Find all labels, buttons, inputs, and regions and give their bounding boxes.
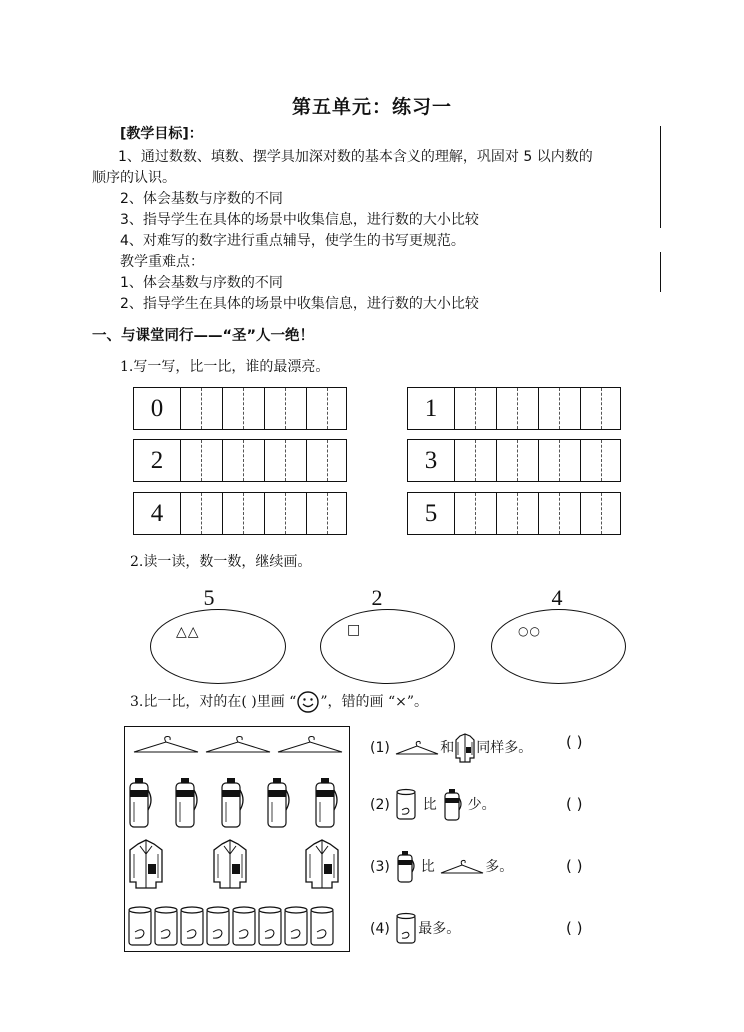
oval-group-1 xyxy=(150,609,286,684)
jacket-icon xyxy=(454,733,476,763)
cup-icon xyxy=(233,907,255,945)
answer-2-parens: ( ) xyxy=(566,795,583,813)
jacket-icon xyxy=(130,840,162,888)
cup-icon xyxy=(129,907,151,945)
writing-cell[interactable] xyxy=(306,493,327,534)
writing-cell[interactable] xyxy=(180,440,201,481)
writing-cell[interactable] xyxy=(222,388,243,429)
hanger-icon xyxy=(134,736,198,752)
writing-cell[interactable] xyxy=(285,493,306,534)
writing-cell[interactable] xyxy=(201,388,222,429)
question-1-number: (1) xyxy=(370,740,390,756)
circle-shapes: ○○ xyxy=(518,624,541,638)
writing-cell[interactable] xyxy=(496,388,517,429)
keypoint-1: 1、体会基数与序数的不同 xyxy=(120,275,283,291)
model-digit: 3 xyxy=(408,440,455,481)
oval-group-3 xyxy=(491,609,626,684)
group-number-2: 2 xyxy=(371,585,383,610)
writing-cell[interactable] xyxy=(201,493,222,534)
question-2 xyxy=(370,788,496,822)
writing-cell[interactable] xyxy=(264,440,285,481)
writing-cell[interactable] xyxy=(454,388,475,429)
writing-cell[interactable] xyxy=(327,493,348,534)
writing-cell[interactable] xyxy=(580,493,601,534)
triangle-shapes: △△ xyxy=(176,624,200,640)
writing-cell[interactable] xyxy=(601,493,622,534)
thermos-icon xyxy=(268,778,289,827)
question-4-word1: 最多。 xyxy=(418,921,461,937)
smiley-icon xyxy=(296,690,320,714)
writing-grid-0 xyxy=(133,387,347,430)
thermos-icon xyxy=(441,788,463,822)
question-4 xyxy=(370,912,460,946)
picture-illustration xyxy=(124,726,350,952)
question-2-word1: 比 xyxy=(422,797,437,813)
answer-4-parens: ( ) xyxy=(566,919,583,937)
writing-cell[interactable] xyxy=(601,440,622,481)
group-number-3: 4 xyxy=(551,585,563,610)
thermos-icon xyxy=(222,778,243,827)
writing-cell[interactable] xyxy=(559,440,580,481)
group-number-1: 5 xyxy=(203,585,215,610)
writing-cell[interactable] xyxy=(180,493,201,534)
exercise2-instruction: 2.读一读，数一数，继续画。 xyxy=(130,554,312,570)
writing-cell[interactable] xyxy=(285,440,306,481)
writing-cell[interactable] xyxy=(454,493,475,534)
question-1 xyxy=(370,733,532,763)
writing-cell[interactable] xyxy=(327,388,348,429)
writing-cell[interactable] xyxy=(475,440,496,481)
writing-cell[interactable] xyxy=(222,493,243,534)
question-4-number: (4) xyxy=(370,921,390,937)
cup-icon xyxy=(394,912,418,946)
thermos-icon xyxy=(394,850,416,884)
keypoints-heading: 教学重难点： xyxy=(120,254,204,270)
hanger-icon xyxy=(439,859,485,875)
writing-cell[interactable] xyxy=(538,388,559,429)
objectives-heading: [教学目标]： xyxy=(120,126,203,142)
objective-1-line1: 1、通过数数、填数、摆学具加深对数的基本含义的理解，巩固对 5 以内数的 xyxy=(118,149,593,165)
model-digit: 4 xyxy=(134,493,181,534)
question-2-word2: 少。 xyxy=(467,797,496,813)
writing-cell[interactable] xyxy=(306,388,327,429)
page-title: 第五单元：练习一 xyxy=(291,96,452,118)
writing-grid-2 xyxy=(133,439,347,482)
question-1-word2: 同样多。 xyxy=(476,740,533,756)
question-1-word1: 和 xyxy=(440,740,455,756)
writing-grid-3 xyxy=(407,439,621,482)
writing-cell[interactable] xyxy=(285,388,306,429)
writing-cell[interactable] xyxy=(601,388,622,429)
answer-3-parens: ( ) xyxy=(566,857,583,875)
objective-3: 3、指导学生在具体的场景中收集信息，进行数的大小比较 xyxy=(120,212,479,228)
writing-cell[interactable] xyxy=(580,388,601,429)
cup-icon xyxy=(155,907,177,945)
question-3-word1: 比 xyxy=(420,859,435,875)
writing-cell[interactable] xyxy=(559,493,580,534)
cup-icon xyxy=(285,907,307,945)
exercise1-instruction: 1.写一写，比一比，谁的最漂亮。 xyxy=(120,359,330,375)
question-3-number: (3) xyxy=(370,859,390,875)
writing-cell[interactable] xyxy=(496,440,517,481)
writing-cell[interactable] xyxy=(517,388,538,429)
jacket-icon xyxy=(306,840,338,888)
writing-cell[interactable] xyxy=(454,440,475,481)
writing-grid-4 xyxy=(133,492,347,535)
question-2-number: (2) xyxy=(370,797,390,813)
cup-icon xyxy=(259,907,281,945)
cup-icon xyxy=(181,907,203,945)
question-3-word2: 多。 xyxy=(485,859,514,875)
writing-cell[interactable] xyxy=(243,493,264,534)
writing-cell[interactable] xyxy=(580,440,601,481)
oval-group-2 xyxy=(320,609,455,684)
thermos-icon xyxy=(316,778,337,827)
writing-cell[interactable] xyxy=(517,493,538,534)
writing-cell[interactable] xyxy=(475,493,496,534)
exercise3-instruction-part1: 3.比一比，对的在( )里画 “ xyxy=(130,694,297,710)
model-digit: 1 xyxy=(408,388,455,429)
model-digit: 0 xyxy=(134,388,181,429)
jacket-icon xyxy=(214,840,246,888)
cup-icon xyxy=(311,907,333,945)
writing-cell[interactable] xyxy=(517,440,538,481)
writing-cell[interactable] xyxy=(475,388,496,429)
hanger-icon xyxy=(206,736,270,752)
writing-cell[interactable] xyxy=(264,388,285,429)
writing-cell[interactable] xyxy=(496,493,517,534)
objective-2: 2、体会基数与序数的不同 xyxy=(120,191,283,207)
writing-cell[interactable] xyxy=(559,388,580,429)
margin-bar-top xyxy=(660,126,661,228)
keypoint-2: 2、指导学生在具体的场景中收集信息，进行数的大小比较 xyxy=(120,296,479,312)
writing-cell[interactable] xyxy=(264,493,285,534)
writing-grid-1 xyxy=(407,387,621,430)
square-shape: □ xyxy=(347,622,361,638)
model-digit: 5 xyxy=(408,493,455,534)
writing-cell[interactable] xyxy=(222,440,243,481)
exercise3-instruction-part2: ”，错的画 “×”。 xyxy=(320,694,428,710)
section-heading: 一、与课堂同行——“圣”人一绝！ xyxy=(92,328,315,344)
writing-cell[interactable] xyxy=(243,388,264,429)
cup-icon xyxy=(207,907,229,945)
objective-1-line2: 顺序的认识。 xyxy=(92,170,176,186)
hanger-icon xyxy=(394,740,440,756)
writing-cell[interactable] xyxy=(538,440,559,481)
thermos-icon xyxy=(130,778,151,827)
thermos-icon xyxy=(176,778,197,827)
writing-cell[interactable] xyxy=(201,440,222,481)
writing-grid-5 xyxy=(407,492,621,535)
model-digit: 2 xyxy=(134,440,181,481)
cup-icon xyxy=(394,788,418,822)
writing-cell[interactable] xyxy=(538,493,559,534)
hanger-icon xyxy=(278,736,342,752)
margin-bar-bottom xyxy=(660,252,661,292)
writing-cell[interactable] xyxy=(306,440,327,481)
exercise3-instruction xyxy=(130,690,428,714)
writing-cell[interactable] xyxy=(180,388,201,429)
objective-4: 4、对难写的数字进行重点辅导，使学生的书写更规范。 xyxy=(120,233,465,249)
writing-cell[interactable] xyxy=(243,440,264,481)
answer-1-parens: ( ) xyxy=(566,733,583,751)
question-3 xyxy=(370,850,513,884)
writing-cell[interactable] xyxy=(327,440,348,481)
